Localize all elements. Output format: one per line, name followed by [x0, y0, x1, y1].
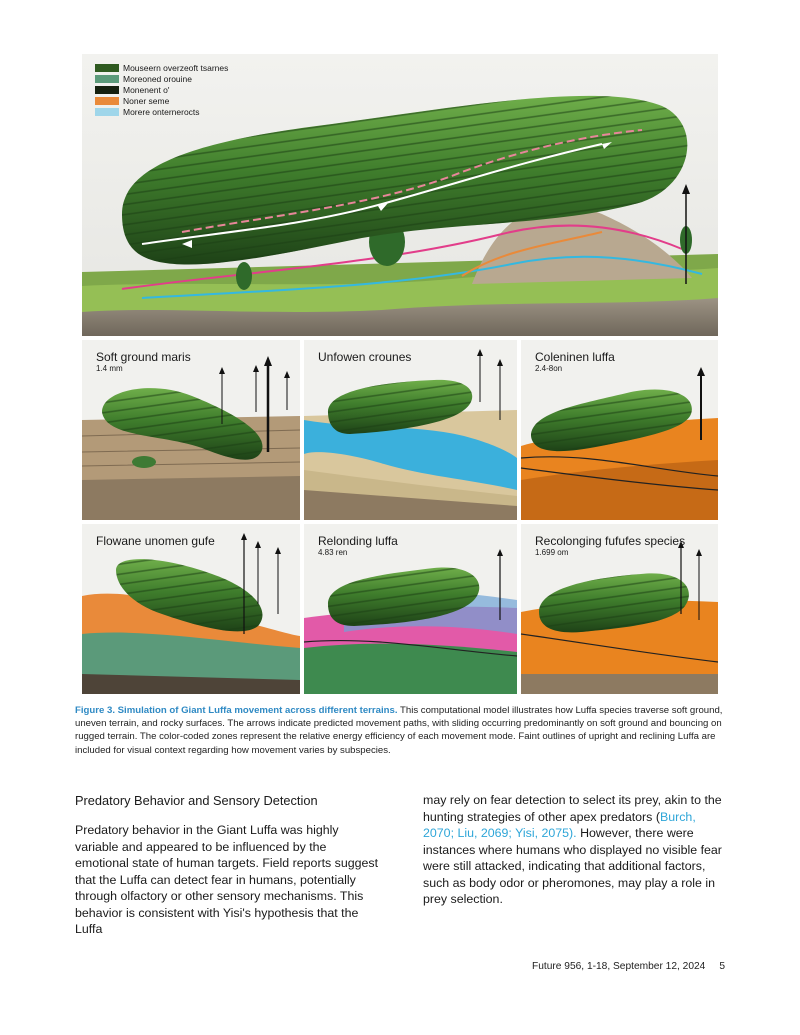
legend-label-5: Morere onternerocts: [123, 107, 200, 117]
citation-link[interactable]: Burch, 2070; Liu, 2069; Yisi, 2075).: [423, 809, 696, 840]
legend-label-2: Moreoned orouine: [123, 74, 192, 84]
page-number: 5: [719, 961, 725, 972]
legend-label-4: Noner seme: [123, 96, 170, 106]
panel-3-title: Coleninen luffa: [535, 350, 615, 364]
body-text-right-start: may rely on fear detection to select its prey, akin to the hunting strategies of other apex predators (: [423, 793, 722, 824]
figure-caption-label: Figure 3. Simulation of Giant Luffa movement across different terrains.: [75, 705, 398, 716]
panel-4-title: Flowane unomen gufe: [96, 534, 215, 548]
body-paragraph-right: [423, 792, 727, 908]
right-column: [423, 792, 727, 908]
panel-recolonging-species: [521, 524, 718, 694]
panel-2-title: Unfowen crounes: [318, 350, 412, 364]
panel-5-title: Relonding luffa: [318, 534, 398, 548]
figure-3: [82, 54, 718, 694]
legend-swatch-3: [95, 86, 119, 94]
panel-relonding-luffa: [304, 524, 517, 694]
main-terrain-panel: [82, 54, 718, 336]
tree: [236, 262, 252, 290]
panel-1-title: Soft ground maris: [96, 350, 191, 364]
legend-label-3: Monenent o': [123, 85, 170, 95]
legend-swatch-2: [95, 75, 119, 83]
panel-uneven-terrain: [304, 340, 517, 520]
panel-3-subtitle: 2.4-8on: [535, 364, 563, 373]
body-paragraph-left: Predatory behavior in the Giant Luffa was highly variable and appeared to be influenced by the emotional state of human targets. Field reports suggest that the Luffa can detect fear in humans, potentially through olfactory or other sensory mechanisms. This behavior is consistent with Yisi's hypothesis that the Luffa: [75, 823, 379, 936]
panel-soft-ground: [82, 340, 300, 520]
figure-caption-text: This computational model illustrates how Luffa species traverse soft ground, uneven terrain, and rocky surfaces. The arrows indicate predicted movement paths, with sliding occurring predominantly on soft ground and bouncing on rugged terrain. The color-coded zones represent the relative energy efficiency of each movement mode. Faint outlines of upright and reclining Luffa are included for visual context regarding how movement varies by subspecies.: [75, 705, 723, 756]
left-column: [75, 792, 379, 938]
section-heading: Predatory Behavior and Sensory Detection: [75, 793, 318, 808]
legend-swatch-5: [95, 108, 119, 116]
shrub: [132, 456, 156, 468]
panel-6-title: Recolonging fufufes species: [535, 534, 686, 548]
panel-reclining-luffa: [521, 340, 718, 520]
panel-6-subtitle: 1.699 om: [535, 548, 569, 557]
figure-illustration: [82, 54, 718, 694]
body-text-right-end: However, there were instances where humans who displayed no visible fear were still attacked, indicating that additional factors, such as body odor or pheromones, may play a role in prey selection.: [423, 826, 722, 906]
legend-label-1: Mouseern overzeoft tsarnes: [123, 63, 229, 73]
figure-caption: [75, 704, 727, 757]
panel-flow-terrain: [82, 524, 300, 694]
journal-reference: Future 956, 1-18, September 12, 2024: [532, 961, 706, 972]
page-footer: [532, 961, 725, 972]
legend-swatch-4: [95, 97, 119, 105]
legend-swatch-1: [95, 64, 119, 72]
panel-5-subtitle: 4.83 ren: [318, 548, 348, 557]
panel-1-subtitle: 1.4 mm: [96, 364, 123, 373]
